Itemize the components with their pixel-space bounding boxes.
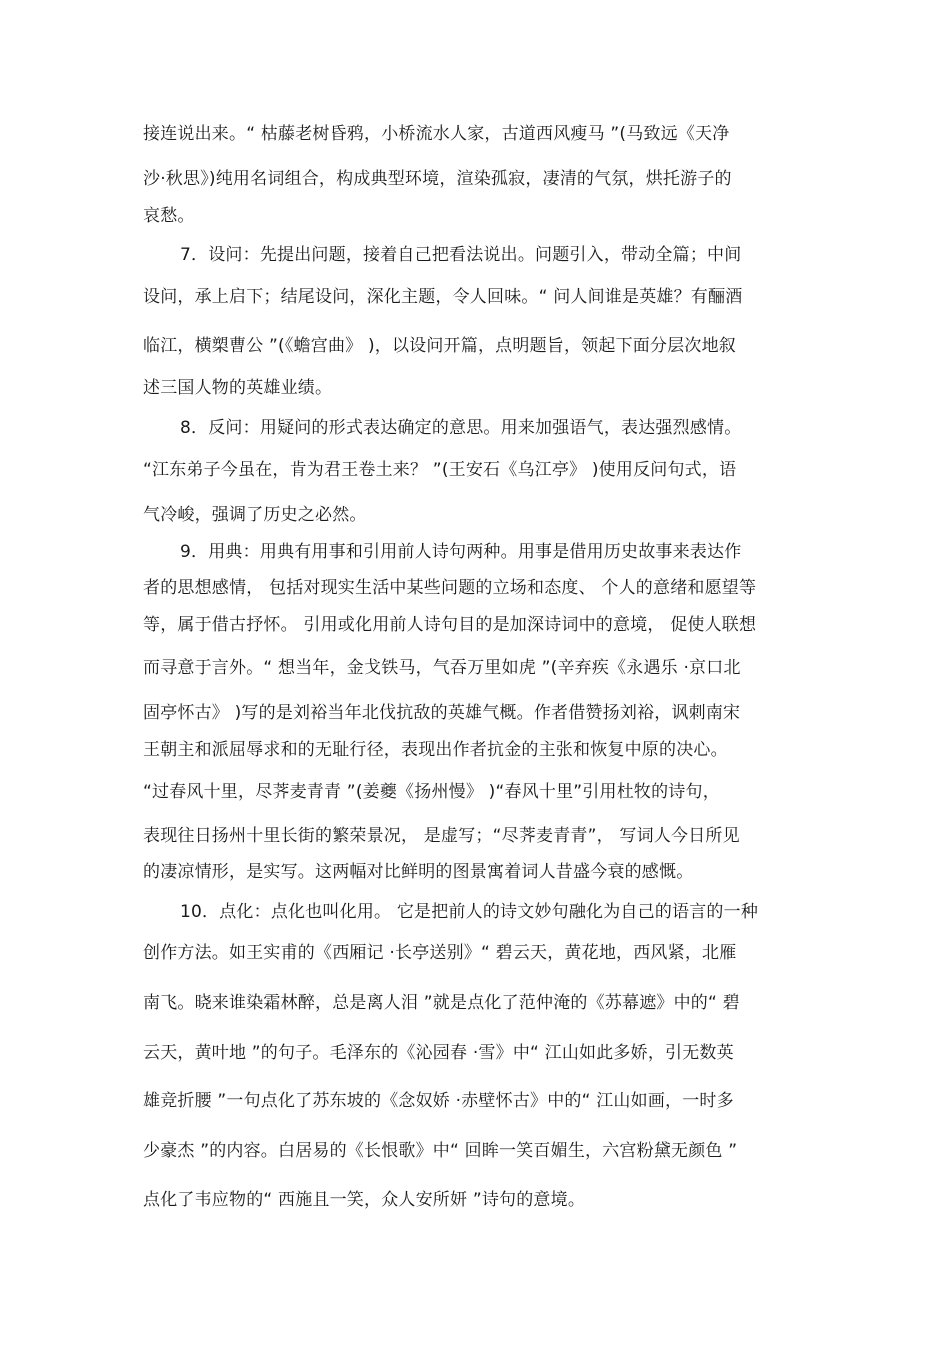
text-line: 8．反问：用疑问的形式表达确定的意思。用来加强语气，表达强烈感情。 (180, 418, 742, 438)
text-line: 南飞。晓来谁染霜林醉，总是离人泪 ”就是点化了范仲淹的《苏幕遮》中的“ 碧 (143, 993, 740, 1013)
text-line: 述三国人物的英雄业绩。 (143, 378, 333, 398)
text-line: 临江，横槊曹公 ”(《蟾宫曲》 )，以设问开篇，点明题旨，领起下面分层次地叙 (143, 336, 736, 356)
text-line: 设问，承上启下；结尾设问，深化主题，令人回味。“ 问人间谁是英雄？有酾酒 (143, 287, 743, 307)
text-line: 创作方法。如王实甫的《西厢记 ·长亭送别》“ 碧云天，黄花地，西风紧，北雁 (143, 943, 737, 963)
text-line: 而寻意于言外。“ 想当年，金戈铁马，气吞万里如虎 ”(辛弃疾《永遇乐 ·京口北 (143, 658, 741, 678)
text-line: 的凄凉情形，是实写。这两幅对比鲜明的图景寓着词人昔盛今衰的感慨。 (143, 862, 694, 882)
text-line: “江东弟子今虽在，肯为君王卷土来？ ”(王安石《乌江亭》 )使用反问句式，语 (143, 460, 737, 480)
text-line: 表现往日扬州十里长街的繁荣景况， 是虚写；“尽荠麦青青”， 写词人今日所见 (143, 826, 740, 846)
text-line: 少豪杰 ”的内容。白居易的《长恨歌》中“ 回眸一笑百媚生，六宫粉黛无颜色 ” (143, 1141, 738, 1161)
text-line: 王朝主和派屈辱求和的无耻行径，表现出作者抗金的主张和恢复中原的决心。 (143, 740, 728, 760)
text-line: 哀愁。 (143, 206, 195, 226)
text-line: 云天，黄叶地 ”的句子。毛泽东的《沁园春 ·雪》中“ 江山如此多娇，引无数英 (143, 1043, 734, 1063)
text-line: 沙·秋思》)纯用名词组合，构成典型环境，渲染孤寂，凄清的气氛，烘托游子的 (143, 169, 732, 189)
text-line: 7．设问：先提出问题，接着自己把看法说出。问题引入，带动全篇；中间 (180, 245, 742, 265)
text-line: 9．用典：用典有用事和引用前人诗句两种。用事是借用历史故事来表达作 (180, 542, 742, 562)
text-line: 点化了韦应物的“ 西施且一笑，众人安所妍 ”诗句的意境。 (143, 1190, 586, 1210)
text-line: 者的思想感情， 包括对现实生活中某些问题的立场和态度、 个人的意绪和愿望等 (143, 578, 757, 598)
text-line: 固亭怀古》 )写的是刘裕当年北伐抗敌的英雄气概。作者借赞扬刘裕，讽刺南宋 (143, 703, 741, 723)
text-line: 10．点化：点化也叫化用。 它是把前人的诗文妙句融化为自己的语言的一种 (180, 902, 759, 922)
text-line: 气冷峻，强调了历史之必然。 (143, 505, 367, 525)
text-line: 雄竞折腰 ”一句点化了苏东坡的《念奴娇 ·赤壁怀古》中的“ 江山如画，一时多 (143, 1091, 734, 1111)
text-line: “过春风十里，尽荠麦青青 ”(姜夔《扬州慢》 )“春风十里”引用杜牧的诗句， (143, 782, 720, 802)
text-line: 接连说出来。“ 枯藤老树昏鸦，小桥流水人家，古道西风瘦马 ”(马致远《天净 (143, 124, 730, 144)
text-line: 等，属于借古抒怀。 引用或化用前人诗句目的是加深诗词中的意境， 促使人联想 (143, 615, 757, 635)
